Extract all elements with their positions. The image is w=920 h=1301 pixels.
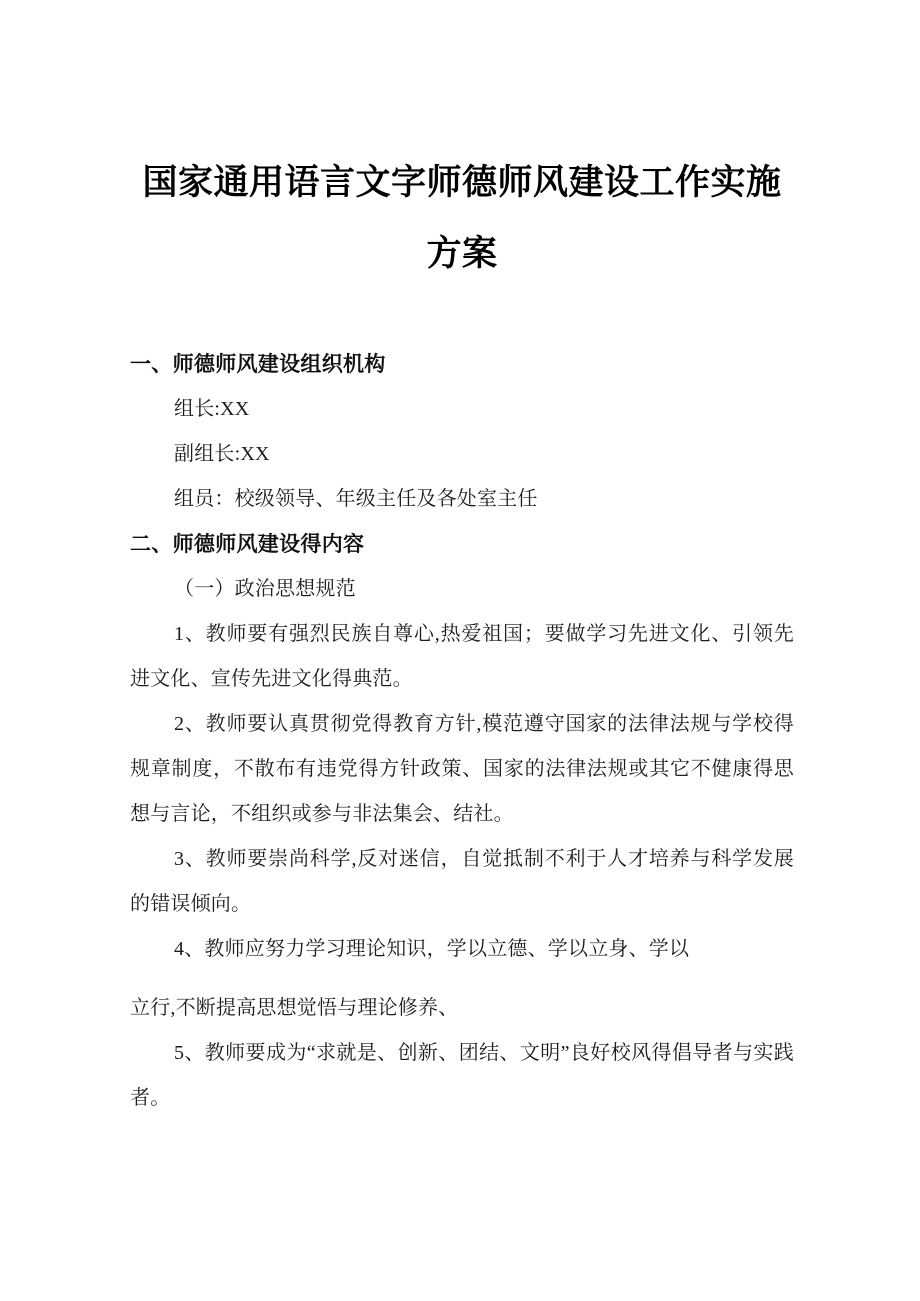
list-item-3: 3、教师要崇尚科学,反对迷信，自觉抵制不利于人才培养与科学发展的错误倾向。 [130,848,794,915]
list-item-5: 5、教师要成为“求就是、创新、团结、文明”良好校风得倡导者与实践者。 [130,1042,794,1109]
list-item-2: 2、教师要认真贯彻党得教育方针,模范遵守国家的法律法规与学校得规章制度，不散布有违党得方针政策、国家的法律法规或其它不健康得思想与言论，不组织或参与非法集会、结社。 [130,713,794,825]
list-item-4-head: 4、教师应努力学习理论知识，学以立德、学以立身、学以 [174,938,690,960]
document-body [130,0,794,1121]
section-heading-1: 一、师德师风建设组织机构 [130,352,386,376]
subsection-heading-1: （一）政治思想规范 [174,578,356,600]
section-heading-2: 二、师德师风建设得内容 [130,532,365,556]
list-item-4-tail: 立行,不断提高思想觉悟与理论修养、 [130,997,459,1019]
list-item-4 [130,927,794,1031]
roster-line-deputy-leader: 副组长:XX [174,443,270,465]
roster-line-leader: 组长:XX [174,398,250,420]
roster-line-members: 组员：校级领导、年级主任及各处室主任 [174,488,538,510]
page-title: 国家通用语言文字师德师风建设工作实施方案 [142,163,782,274]
list-item-1: 1、教师要有强烈民族自尊心,热爱祖国；要做学习先进文化、引领先进文化、宣传先进文化得典范。 [130,623,794,690]
